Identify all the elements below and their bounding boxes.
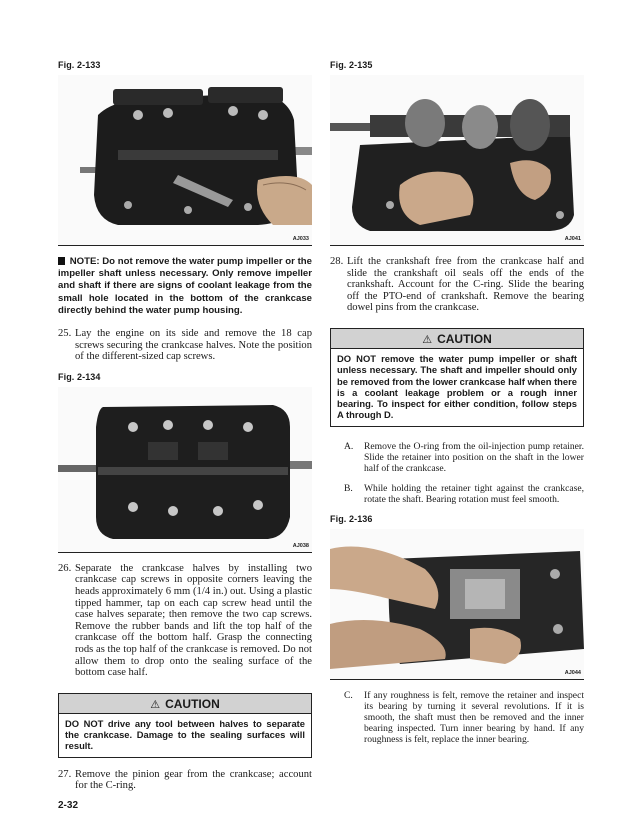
caution-text: DO NOT drive any tool between halves to separate the crankcase. Damage to the sealing surfaces will result. <box>65 717 305 752</box>
sub-step-c: C. If any roughness is felt, remove the retainer and inspect its bearing by turning it several revolutions. If it is smooth, the shaft must then be removed and the inner bearing inspected. Turn inner bearing by hand. If any roughness is felt, replace the inner bearing. <box>344 690 584 746</box>
caution-box <box>58 693 312 758</box>
caution-header: ⚠ CAUTION <box>59 694 311 714</box>
step-26: 26. Separate the crankcase halves by installing two crankcase cap screws in opposite corners leaving the heads approximately 6 mm (1/4 in.) out. Using a plastic tipped hammer, tap on each cap screw head until the case halves separate; then remove the two cap screws. Remove the rubber bands and lift the top half of the crankcase off the bottom half. Grasp the connecting rods as the top half of the crankcase is removed. Do not allow them to drop onto the sealing surface of the bottom case half. <box>58 562 312 679</box>
figure-label: Fig. 2-135 <box>330 60 373 70</box>
crankshaft-photo-fig-2-135 <box>330 75 584 246</box>
sub-step-b: B. While holding the retainer tight against the crankcase, rotate the shaft. Bearing rotation must feel smooth. <box>344 483 584 506</box>
caution-text: DO NOT remove the water pump impeller or shaft unless necessary. The shaft and impeller should only be removed from the lower crankcase half when there is a coolant leakage problem or a rough inner bearing. To inspect for either condition, follow steps A through D. <box>337 352 577 421</box>
engine-photo-fig-2-134 <box>58 387 312 553</box>
step-27: 27. Remove the pinion gear from the crankcase; account for the C-ring. <box>58 768 312 792</box>
figure-label: Fig. 2-134 <box>58 371 101 382</box>
left-column <box>58 60 312 792</box>
page-number: 2-32 <box>58 800 79 811</box>
figure-code: AJ044 <box>564 670 581 677</box>
caution-header: ⚠ CAUTION <box>331 329 583 349</box>
figure-code: AJ038 <box>292 542 309 549</box>
figure-label: Fig. 2-133 <box>58 60 101 70</box>
engine-photo-fig-2-133 <box>58 75 312 246</box>
warning-triangle-icon: ⚠ <box>422 333 433 346</box>
bearing-photo-fig-2-136 <box>330 529 584 680</box>
warning-triangle-icon: ⚠ <box>150 698 161 711</box>
step-25: 25. Lay the engine on its side and remove the 18 cap screws securing the crankcase halves. Note the position of the different-sized cap screws. <box>58 328 312 363</box>
caution-box <box>330 328 584 427</box>
step-28: 28. Lift the crankshaft free from the crankcase half and slide the crankshaft oil seals off the ends of the crankshaft. Account for the C-ring. Slide the bearing off the PTO-end of crankshaft. Remove the bearing dowel pins from the crankcase. <box>330 256 584 314</box>
sub-step-a: A. Remove the O-ring from the oil-injection pump retainer. Slide the retainer into position on the shaft in the lower half of the crankcase. <box>344 440 584 474</box>
figure-label: Fig. 2-136 <box>330 514 373 525</box>
figure-code: AJ041 <box>564 236 581 242</box>
note-paragraph: NOTE: Do not remove the water pump impeller or the impeller shaft unless necessary. Only remove impeller and shaft if there are signs of coolant leakage from the small hole located in the bottom of the crankcase directly behind the water pump housing. <box>58 256 312 316</box>
right-column <box>330 60 584 755</box>
figure-code: AJ033 <box>292 236 309 242</box>
note-marker-icon <box>58 257 65 265</box>
